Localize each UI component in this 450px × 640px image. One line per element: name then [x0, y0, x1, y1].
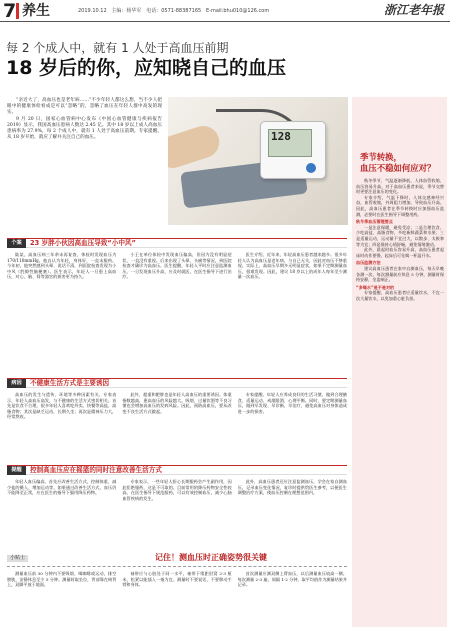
monitor-button: [306, 163, 316, 173]
sidebar-paragraph: 专家介绍，气温下降时，人体交感神经兴奋，血管收缩，外周阻力增加，导致血压升高。因此，高血压患者在季节转换时应加强血压监测，必要时在医生指导下调整用药。: [356, 194, 444, 217]
sidebar-subheading: 秋冬季血压管理要点: [356, 219, 393, 225]
tip-box-divider: [7, 566, 347, 567]
sidebar-subheading: 血压监测方法: [356, 260, 381, 266]
body-paragraph: 测量血压前 30 分钟内不要吸烟、喝咖啡或运动，排空膀胱，安静休息至少 5 分钟。测量时取坐位，背部靠在椅背上，双脚平放于地面。: [7, 571, 117, 587]
text-column: [7, 392, 116, 460]
sidebar-subheading: “多喝水”是不是对的: [356, 284, 395, 290]
email: E-mail:bhu010@126.com: [205, 8, 270, 14]
text-column: [122, 392, 231, 460]
article-headline: 18 岁后的你，应知晓自己的血压: [6, 57, 287, 79]
section-bar-case: [7, 238, 347, 248]
text-column: [122, 252, 231, 370]
body-paragraph: 专家提醒，年轻人应养成良好的生活习惯，做到合理膳食、适量运动、戒烟限酒、心理平衡。同时，要定期测量血压，做到早发现、早诊断、早治疗，避免高血压对身体造成进一步的损害。: [237, 392, 347, 414]
section-bar-remind: [7, 465, 347, 475]
section-bar-cause: [7, 378, 347, 388]
body-paragraph: 此外，高血压患者还应注意监测血压，学会在家自测血压，记录血压变化情况，复诊时提供给医生参考，以便医生调整治疗方案，使血压控制在理想范围内。: [237, 479, 347, 495]
section-title: 23 岁胖小伙因高血压导致“小中风”: [30, 239, 136, 247]
body-paragraph: 专家表示，一些年轻人担心长期服药会产生副作用，因此拒绝服药，这是不可取的。目前常用的降压药物安全性较高，在医生指导下规范服药，可以有效控制血压，减少心脑血管疾病的发生。: [122, 479, 232, 501]
newspaper-brand: 浙江老年报: [383, 3, 444, 17]
monitor-reading: 128: [271, 130, 291, 143]
text-column: [7, 479, 116, 547]
text-column: [122, 479, 231, 547]
text-column: [238, 392, 347, 460]
section-name: 养生: [16, 3, 50, 19]
sidebar-paragraph: 一是注意保暖，避免受凉；二是合理饮食，少吃高盐、高脂食物，多吃新鲜蔬菜和水果；三是适量运动，运动量不宜过大，以散步、太极拳等为宜；四是保持心情舒畅，避免情绪激动。: [356, 224, 444, 247]
text-column: [7, 571, 116, 633]
lead-paragraph: 9 月 20 日，国家心血管病中心发布《中国心血管健康与疾病报告 2019》显示，我国高血压患病人数达 2.45 亿。其中 18 岁以上成人高血压患病率为 27.9%，每 2 个成人中，就有 1 人处于高血压前期。专家提醒，从 18 岁开始，就应了解并关注自己的血压。: [7, 116, 162, 141]
tip-box-label: 小贴士: [7, 555, 28, 562]
body-paragraph: 首次测量应测双侧上臂血压，以后测量血压较高一侧。每次测量 2-3 遍，间隔 1-2 分钟，取平均值作为测量结果并记录。: [237, 571, 347, 587]
body-paragraph: 小王在单位体检中发现血压偏高，但因为没有明显症状，一直没有重视。后来出现了头晕、头痛等情况，到医院检查才确诊为高血压。医生提醒，年轻人平时应注意监测血压，一旦发现血压升高，应及时就医，在医生指导下进行治疗。: [122, 252, 232, 279]
sidebar-paragraph: 秋冬季节，气温逐渐降低，人体血管收缩，血压容易升高。对于高血压患者来说，季节交替时更要注意血压的变化。: [356, 178, 444, 195]
sidebar-paragraph: 建议高血压患者在家中自测血压，每天早晚各测一次，每次测量前应休息 5 分钟，测量时保持安静，坐姿端正。: [356, 265, 444, 283]
section-tag: 提醒: [7, 466, 26, 475]
text-column: [122, 571, 231, 633]
body-paragraph: 医生介绍，近年来，年轻高血压患者越来越多。很多年轻人认为高血压是老年病，与自己无关，因此对血压不够重视。实际上，高血压早期多无明显症状，如果不定期测量血压，很难发现。因此，建议 18 岁以上的成年人每年至少测量一次血压。: [237, 252, 347, 279]
body-paragraph: 年轻人血压偏高，首先应改善生活方式，控制体重、减少盐的摄入、增加运动等。如果通过改善生活方式，血压仍不能降至正常，应在医生的指导下服用降压药物。: [7, 479, 117, 495]
body-paragraph: 此外，超重和肥胖也是年轻人高血压的重要诱因。体重指数越高，患高血压的风险越大。吸烟、过量饮酒等不良习惯也会增加高血压的发病风险。因此，预防高血压，要从改变不良生活方式做起。: [122, 392, 232, 414]
article-kicker: 每 2 个成人中，就有 1 人处于高血压前期: [6, 41, 229, 55]
text-column: [238, 571, 347, 633]
body-paragraph: 高血压的发生与遗传、环境等多种因素有关。专家表示，年轻人高血压高发，与不健康的生活方式密切相关。首先是饮食不合理，很多年轻人喜欢吃外卖、快餐等高盐、高脂食物；其次是缺乏运动，长期久坐；再次是精神压力大，经常熬夜。: [7, 392, 117, 419]
sidebar-paragraph: 专家提醒，高血压患者应适量饮水，不宜一次大量饮水，以免加重心脏负担。: [356, 290, 444, 301]
sidebar-body: [356, 178, 444, 301]
section-title: 不健康生活方式是主要诱因: [30, 379, 110, 387]
sidebar-title-line: 血压不稳如何应对？: [360, 163, 436, 173]
blood-pressure-photo: [168, 97, 348, 225]
tip-box-title: 记住！测血压时正确姿势很关键: [155, 553, 267, 562]
sidebar-panel: [352, 97, 447, 627]
cause-columns: [7, 392, 347, 460]
sidebar-title-line: 季节转换，: [360, 152, 402, 162]
article-lead: [7, 98, 162, 141]
body-paragraph: 袖带应与心脏处于同一水平，袖带下缘距肘窝 2-3 厘米，松紧以能插入一指为宜。测量时不要说话，不要移动手臂和身体。: [122, 571, 232, 587]
section-tag: 病因: [7, 379, 26, 388]
remind-columns: [7, 479, 347, 547]
tip-box-columns: [7, 571, 347, 633]
body-paragraph: 陆某，高血压病三年余未再复查，体检时发现血压为 170/110mmHg。他自认为年轻，身体好，一直未服药。今年初，他突然感到头晕、说话不清，到医院检查发现为小中风（腔隙性脑梗塞）。医生表示，年轻人一旦患上高血压，对心、脑、肾等器官的损害更为持久。: [7, 252, 117, 279]
section-tag: 个案: [7, 239, 26, 248]
page-header: [0, 0, 450, 22]
text-column: [238, 479, 347, 547]
section-title: 控制高血压应在摇篮的同时注意改善生活方式: [30, 466, 162, 474]
sidebar-title: [360, 152, 435, 174]
issue-date: 2019.10.12: [78, 8, 107, 14]
text-column: [7, 252, 116, 370]
header-meta: [78, 8, 269, 14]
text-column: [238, 252, 347, 370]
phone: 电话：0571-88387165: [146, 8, 202, 14]
sidebar-paragraph: 此外，晨起时血压容易升高，高血压患者起床时动作要慢，起床后可先喝一杯温开水。: [356, 247, 444, 258]
case-columns: [7, 252, 347, 370]
editor: 主编：杨华军: [111, 8, 142, 14]
page-number: 7: [3, 0, 17, 22]
lead-paragraph: “亲近大了，高血压也是老年病……”不少年轻人都这么想，当不少人把眼中的健康体检看成是可以“忽略”的，忽略了血压在年轻人群中高发的现实。: [7, 98, 162, 116]
